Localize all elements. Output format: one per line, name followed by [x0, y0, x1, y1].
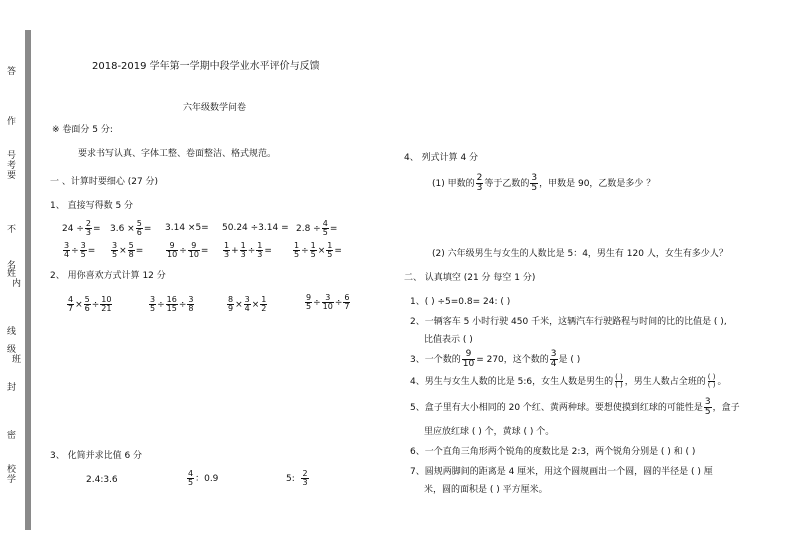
q1-label: 1、 直接写得数 5 分: [50, 201, 134, 211]
section2-heading: 二、 认真填空 (21 分 每空 1 分): [404, 273, 536, 283]
calc-item: $\frac{3}{5}$ ÷ $\frac{16}{15}$ ÷ $\frac{3}{8}$: [150, 295, 194, 313]
binding-margin-bar: [25, 30, 31, 530]
calc-item: $\frac{3}{4}$ ÷ $\frac{3}{5}$ =: [64, 241, 96, 259]
ratio-item: 5: $\frac{2}{3}$: [286, 469, 308, 487]
margin-char: 名: [7, 261, 17, 271]
section4-heading: 4、 列式计算 4 分: [404, 153, 479, 163]
margin-char: 校: [7, 465, 17, 475]
score-note: ※ 卷面分 5 分:: [52, 125, 113, 135]
margin-char: 学: [7, 475, 17, 485]
calc-item: 50.24 ÷3.14 =: [222, 223, 289, 233]
fill-item: 5、盒子里有大小相同的 20 个红、黄两种球。要想使摸到红球的可能性是 $\frac{3}{5}$ ，盒子: [410, 397, 740, 417]
q3-label: 3、 化简并求比值 6 分: [50, 451, 143, 461]
margin-char: 密: [7, 431, 17, 441]
calc-item: $\frac{1}{5}$ ÷ $\frac{1}{5}$ × $\frac{1}{5}$ =: [294, 241, 342, 259]
fill-item: 里应放红球 ( ) 个，黄球 ( ) 个。: [424, 427, 555, 437]
section1-heading: 一 、计算时要细心 (27 分): [50, 177, 159, 187]
ratio-item: 2.4:3.6: [86, 475, 118, 485]
margin-char: 考: [7, 161, 17, 171]
fill-item: 比值表示 ( ): [424, 335, 473, 345]
fill-item: 4、男生与女生人数的比是 5:6，女生人数是男生的 ( ) ( ) ，男生人数占全班的 ( ) ( ) 。: [410, 373, 727, 389]
calc-item: $\frac{8}{9}$ × $\frac{3}{4}$ × $\frac{1}{2}$: [228, 295, 267, 313]
q2-label: 2、 用你喜欢方式计算 12 分: [50, 271, 166, 281]
calc-item: $\frac{9}{10}$ ÷ $\frac{9}{10}$ =: [167, 241, 209, 259]
margin-char: 封: [7, 383, 17, 393]
word-problem-2: (2) 六年级男生与女生的人数比是 5：4，男生有 120 人，女生有多少人？: [432, 249, 728, 259]
margin-char: 作: [7, 117, 17, 127]
margin-char: 答: [7, 67, 17, 77]
calc-item: 3.14 ×5=: [165, 223, 209, 233]
margin-char: 不: [7, 225, 17, 235]
ratio-item: $\frac{4}{5}$ ：0.9: [188, 469, 219, 487]
margin-char: 要: [7, 171, 17, 181]
margin-char: 号: [7, 151, 17, 161]
page-title: 2018-2019 学年第一学期中段学业水平评价与反馈: [92, 61, 320, 72]
word-problem-1: (1) 甲数的 $\frac{2}{3}$ 等于乙数的 $\frac{3}{5}$ ，甲数是 90，乙数是多少 ？: [432, 173, 656, 193]
fill-item: 6、一个直角三角形两个锐角的度数比是 2:3，两个锐角分别是 ( ) 和 ( ): [410, 447, 696, 457]
margin-char: 线: [7, 327, 17, 337]
calc-item: $\frac{9}{5}$ ÷ $\frac{3}{10}$ ÷ $\frac{6}{7}$: [306, 293, 350, 311]
fill-item: 2、一辆客车 5 小时行驶 450 千米，这辆汽车行驶路程与时间的比的比值是 ( ),: [410, 317, 727, 327]
margin-char: 级: [7, 345, 17, 355]
calc-item: $\frac{4}{7}$ × $\frac{5}{6}$ ÷ $\frac{10}{21}$: [68, 295, 112, 313]
margin-char: 班: [12, 355, 22, 365]
calc-item: 2.8 ÷ $\frac{4}{5}$ =: [296, 219, 338, 237]
calc-item: $\frac{3}{5}$ × $\frac{5}{8}$ =: [112, 241, 144, 259]
calc-item: 24 ÷ $\frac{2}{3}$ =: [62, 219, 101, 237]
fill-item: 米，圆的面积是 ( ) 平方厘米。: [424, 485, 548, 495]
calc-item: 3.6 × $\frac{5}{6}$ =: [110, 219, 152, 237]
fill-item: 3、一个数的 $\frac{9}{10}$ = 270，这个数的 $\frac{3}{4}$ 是 ( ): [410, 349, 581, 369]
fill-item: 1、( ) ÷5=0.8= 24: ( ): [410, 297, 511, 307]
margin-char: 内: [12, 279, 22, 289]
fill-item: 7、圆规两脚间的距离是 4 厘米，用这个圆规画出一个圆，圆的半径是 ( ) 厘: [410, 467, 713, 477]
page-subtitle: 六年级数学问卷: [183, 103, 247, 113]
requirements-note: 要求书写认真、字体工整、卷面整洁、格式规范。: [78, 149, 277, 159]
margin-char: 姓: [7, 269, 17, 279]
calc-item: $\frac{1}{3}$ + $\frac{1}{3}$ ÷ $\frac{1}{3}$ =: [224, 241, 272, 259]
